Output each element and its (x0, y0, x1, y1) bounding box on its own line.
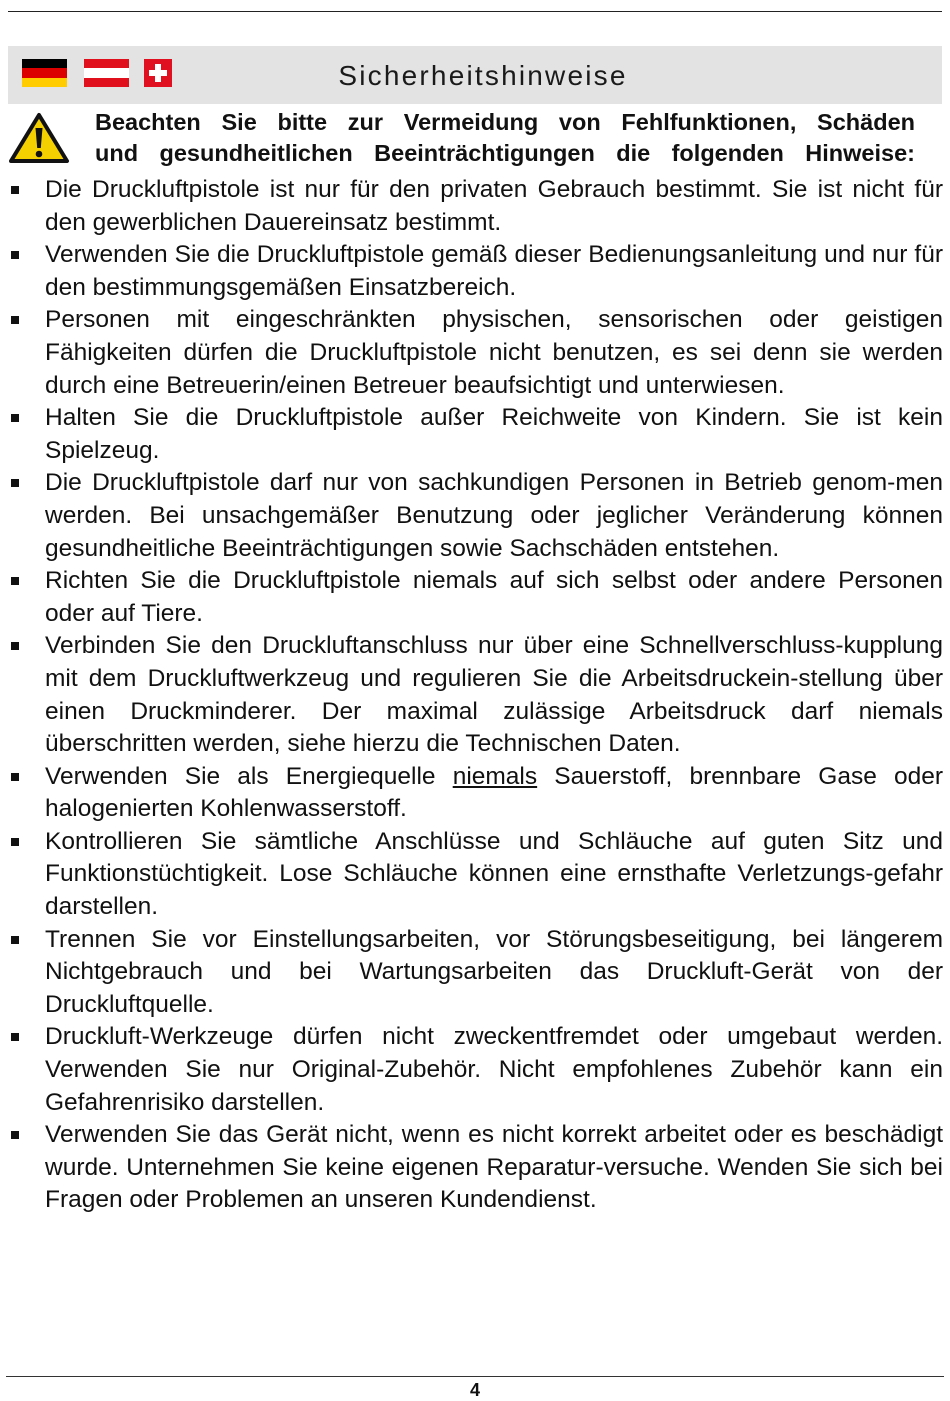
swiss-flag-icon (144, 59, 172, 87)
list-item: Verwenden Sie als Energiequelle niemals Sauerstoff, brennbare Gase oder halogenierten Kohlenwasserstoff. (0, 761, 943, 826)
list-item: Verbinden Sie den Druckluftanschluss nur über eine Schnellverschluss-kupplung mit dem Druckluftwerkzeug und regulieren Sie die Arbeitsdruckein-stellung über einen Druckminderer. Der maximal zulässige Arbeitsdruck darf niemals überschritten werden, siehe hierzu die Technischen Daten. (0, 630, 943, 760)
top-rule (8, 11, 942, 12)
bullet-icon (11, 773, 19, 781)
list-item: Richten Sie die Druckluftpistole niemals auf sich selbst oder andere Personen oder auf Tiere. (0, 565, 943, 630)
bullet-icon (11, 479, 19, 487)
list-item: Halten Sie die Druckluftpistole außer Reichweite von Kindern. Sie ist kein Spielzeug. (0, 402, 943, 467)
bullet-icon (11, 414, 19, 422)
warning-line-1: Beachten Sie bitte zur Vermeidung von Fehlfunktionen, Schäden (95, 109, 915, 135)
list-item: Die Druckluftpistole ist nur für den privaten Gebrauch bestimmt. Sie ist nicht für den gewerblichen Dauereinsatz bestimmt. (0, 174, 943, 239)
list-item: Druckluft-Werkzeuge dürfen nicht zweckentfremdet oder umgebaut werden. Verwenden Sie nur Original-Zubehör. Nicht empfohlenes Zubehör kann ein Gefahrenrisiko darstellen. (0, 1021, 943, 1119)
bullet-icon (11, 642, 19, 650)
german-flag-icon (22, 59, 67, 87)
bullet-icon (11, 1033, 19, 1041)
austrian-flag-icon (84, 59, 129, 87)
list-item: Verwenden Sie die Druckluftpistole gemäß dieser Bedienungsanleitung und nur für den bestimmungsgemäßen Einsatzbereich. (0, 239, 943, 304)
list-item: Personen mit eingeschränkten physischen, sensorischen oder geistigen Fähigkeiten dürfen die Druckluftpistole nicht benutzen, es sei denn sie werden durch eine Betreuerin/einen Betreuer beaufsichtigt und unterwiesen. (0, 304, 943, 402)
list-item: Verwenden Sie das Gerät nicht, wenn es nicht korrekt arbeitet oder es beschädigt wurde. Unternehmen Sie keine eigenen Reparatur-versuche. Wenden Sie sich bei Fragen oder Problemen an unseren Kundendienst. (0, 1119, 943, 1217)
list-item: Die Druckluftpistole darf nur von sachkundigen Personen in Betrieb genom-men werden. Bei unsachgemäßer Benutzung oder jeglicher Veränderung können gesundheitliche Beeinträchtigungen sowie Sachschäden entstehen. (0, 467, 943, 565)
page-title: Sicherheitshinweise (338, 60, 628, 91)
emphasis-niemals: niemals (452, 762, 538, 790)
bullet-icon (11, 1131, 19, 1139)
list-item: Kontrollieren Sie sämtliche Anschlüsse und Schläuche auf guten Sitz und Funktionstüchtigkeit. Lose Schläuche können eine ernsthafte Verletzungs-gefahr darstellen. (0, 826, 943, 924)
bullet-icon (11, 838, 19, 846)
bullet-icon (11, 936, 19, 944)
section-header (8, 46, 942, 104)
bullet-icon (11, 577, 19, 585)
bullet-icon (11, 186, 19, 194)
safety-instructions-list (0, 174, 950, 1217)
bullet-icon (11, 316, 19, 324)
footer-rule (6, 1376, 944, 1377)
list-item: Trennen Sie vor Einstellungsarbeiten, vor Störungsbeseitigung, bei längerem Nichtgebrauch und bei Wartungsarbeiten das Druckluft-Gerät von der Druckluftquelle. (0, 924, 943, 1022)
warning-line-2: und gesundheitlichen Beeinträchtigungen die folgenden Hinweise: (95, 139, 915, 166)
bullet-icon (11, 251, 19, 259)
warning-intro (95, 107, 915, 168)
page-number: 4 (469, 1380, 480, 1400)
warning-triangle-icon (8, 112, 70, 169)
